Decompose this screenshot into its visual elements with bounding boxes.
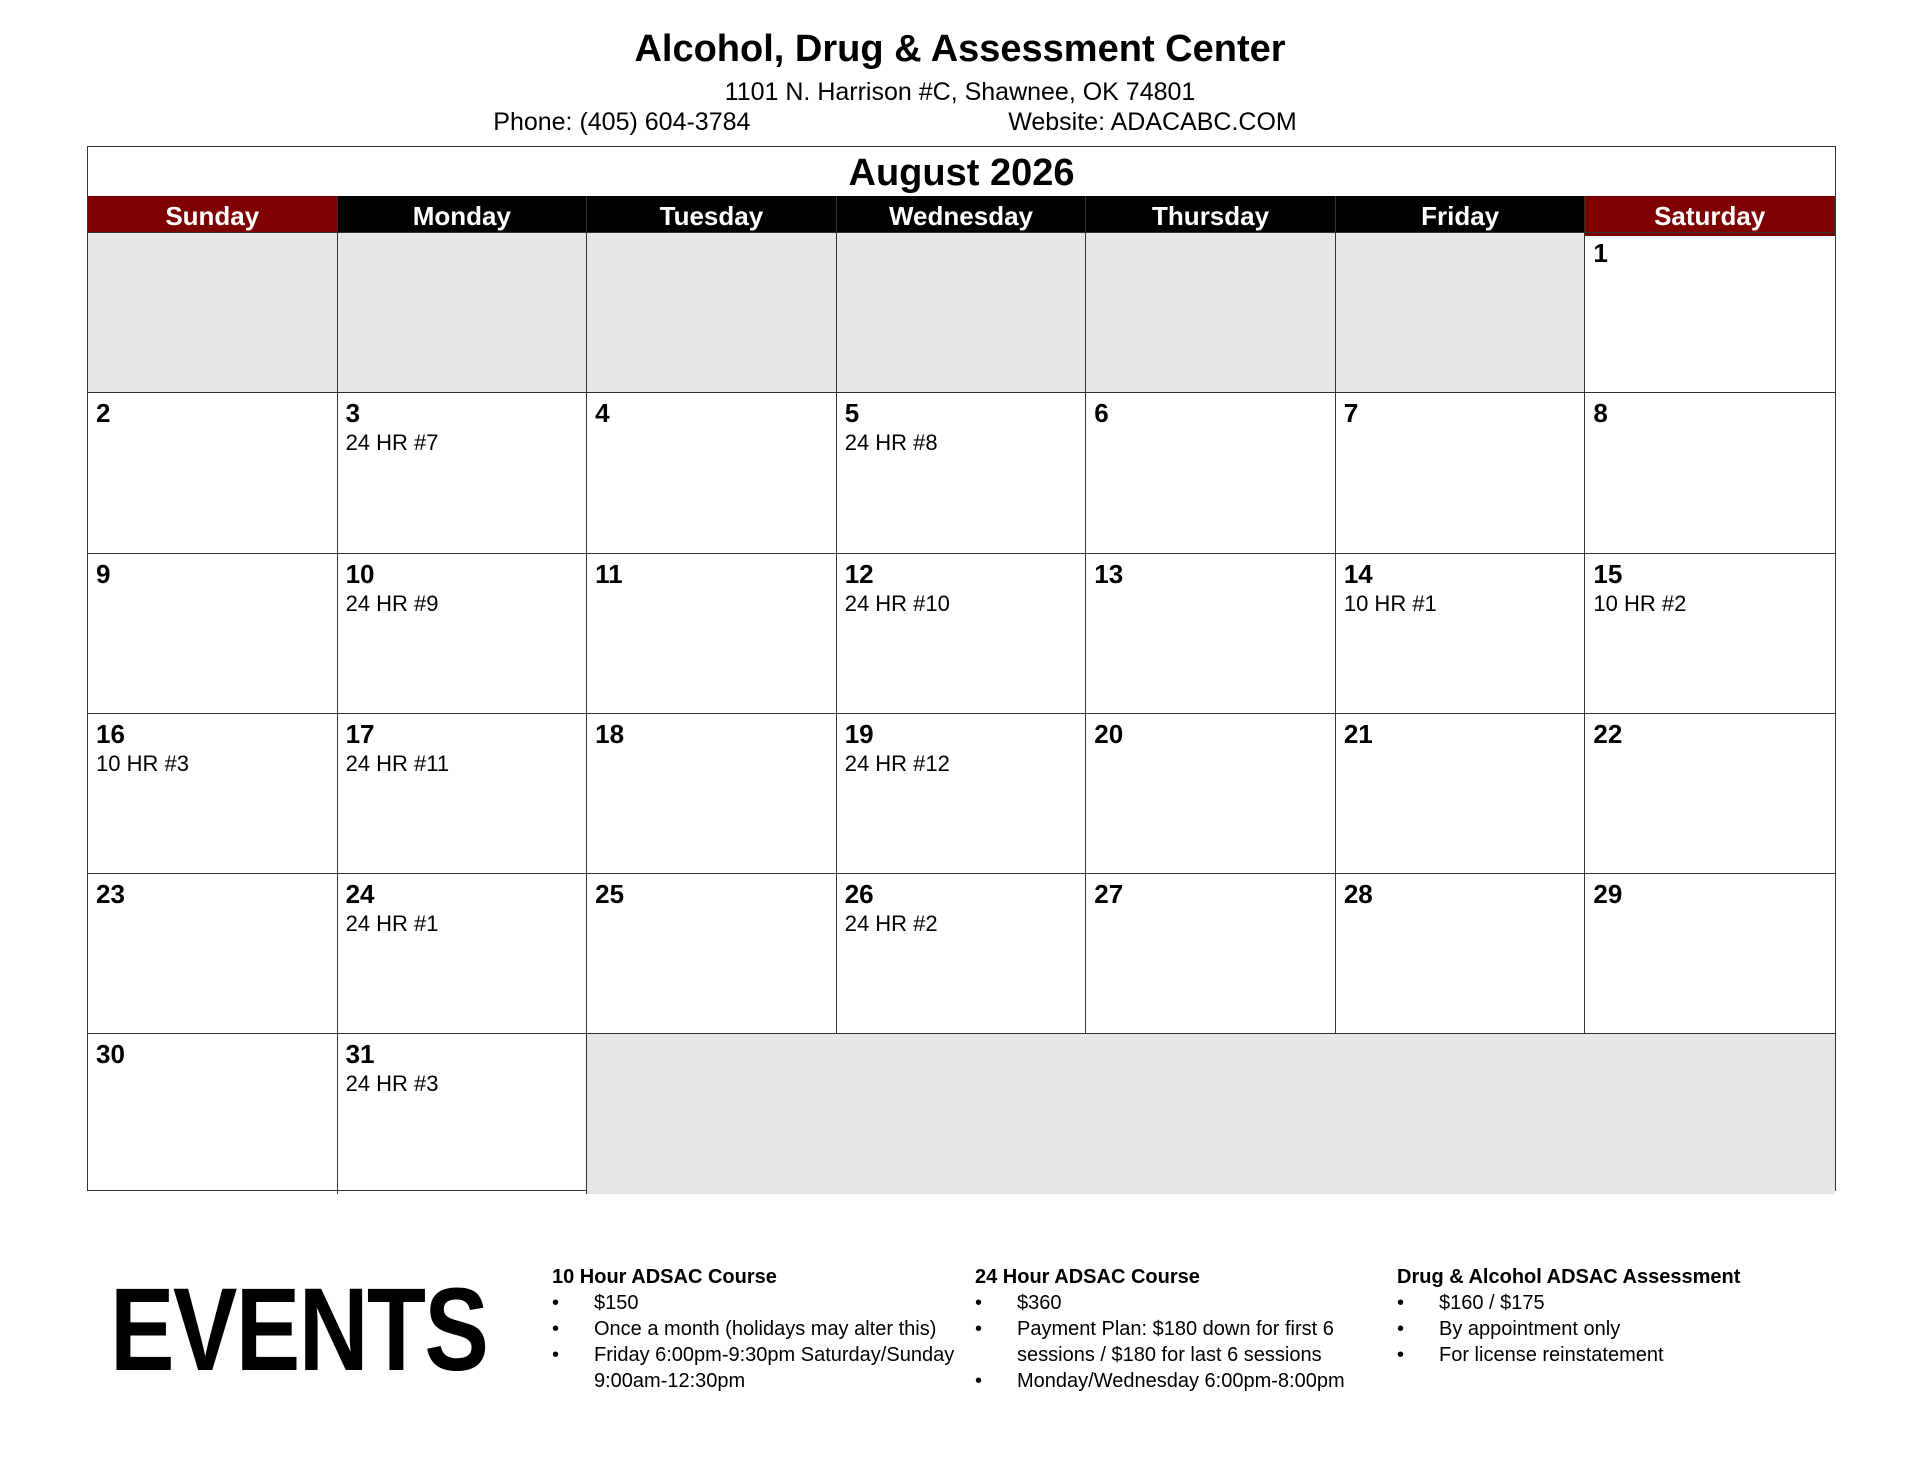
day-number: 19: [844, 718, 874, 749]
blank-cell: [837, 232, 1087, 392]
contact-line: [0, 108, 1920, 137]
day-number: 4: [595, 398, 610, 429]
day-number: 18: [595, 718, 625, 749]
day-event: 24 HR #3: [345, 1071, 439, 1097]
weekday-monday: Monday: [338, 196, 588, 236]
day-number: 11: [595, 558, 623, 589]
day-event: 10 HR #3: [96, 750, 189, 776]
blank-cell: [587, 232, 837, 392]
day-number: 3: [345, 398, 361, 429]
day-number: 6: [1094, 398, 1109, 429]
event-detail-item: • $360: [975, 1290, 1375, 1316]
weekday-header-row: [88, 196, 1835, 232]
weekday-tuesday: Tuesday: [587, 196, 837, 236]
day-cell: [1336, 553, 1586, 713]
day-number: 5: [844, 398, 860, 429]
day-cell: [1585, 713, 1835, 873]
day-event: 24 HR #12: [844, 750, 950, 776]
day-number: 28: [1343, 879, 1373, 910]
day-event: 24 HR #10: [844, 590, 950, 616]
month-title: August 2026: [848, 152, 1075, 194]
day-number: 12: [844, 558, 874, 589]
event-details-list: [552, 1290, 962, 1394]
day-event: 24 HR #9: [345, 590, 439, 616]
day-number: 21: [1343, 718, 1373, 749]
day-cell: [837, 713, 1087, 873]
day-cell: [1336, 713, 1586, 873]
blank-cell: [338, 232, 588, 392]
day-cell: [338, 1033, 588, 1193]
day-number: 25: [595, 879, 625, 910]
event-detail-item: • Once a month (holidays may alter this): [552, 1316, 962, 1342]
day-cell: [1086, 873, 1336, 1033]
weekday-thursday: Thursday: [1086, 196, 1336, 236]
day-cell: [1336, 392, 1586, 552]
blank-cell: [1086, 232, 1336, 392]
event-column-assessment: [1397, 1264, 1817, 1368]
day-cell: [88, 1033, 338, 1193]
weekday-wednesday: Wednesday: [837, 196, 1087, 236]
day-number: 30: [96, 1039, 125, 1070]
day-cell: [338, 713, 588, 873]
day-number: 7: [1343, 398, 1359, 429]
day-number: 13: [1094, 558, 1124, 589]
blank-cell: [88, 232, 338, 392]
event-detail-item: • By appointment only: [1397, 1316, 1817, 1342]
day-cell: [338, 553, 588, 713]
day-number: 20: [1094, 718, 1124, 749]
day-cell: [1086, 392, 1336, 552]
day-event: 24 HR #11: [345, 750, 450, 776]
day-number: 2: [96, 398, 111, 429]
weekday-friday: Friday: [1336, 196, 1586, 236]
day-number: 1: [1593, 238, 1608, 268]
event-detail-item: • $150: [552, 1290, 962, 1316]
day-cell: [88, 553, 338, 713]
day-number: 23: [96, 879, 125, 910]
day-cell: [1585, 392, 1835, 552]
day-event: 24 HR #1: [345, 911, 439, 937]
event-heading: 10 Hour ADSAC Course: [552, 1266, 777, 1288]
event-detail-item: • For license reinstatement: [1397, 1342, 1817, 1368]
day-cell: [1336, 873, 1586, 1033]
blank-cell: [587, 1033, 1835, 1193]
event-detail-item: • Monday/Wednesday 6:00pm-8:00pm: [975, 1368, 1375, 1394]
event-column-10hr: [552, 1264, 962, 1394]
day-cell: [587, 873, 837, 1033]
day-event: 24 HR #8: [844, 430, 938, 456]
day-cell: [1585, 232, 1835, 392]
event-heading: Drug & Alcohol ADSAC Assessment: [1397, 1266, 1741, 1288]
day-cell: [837, 392, 1087, 552]
day-number: 16: [96, 718, 125, 749]
day-cell: [1585, 873, 1835, 1033]
event-detail-item: • Friday 6:00pm-9:30pm Saturday/Sunday 9:00am-12:30pm: [552, 1342, 962, 1394]
blank-cell: [1336, 232, 1586, 392]
day-cell: [88, 713, 338, 873]
organization-name: Alcohol, Drug & Assessment Center: [634, 28, 1286, 70]
event-detail-item: • Payment Plan: $180 down for first 6 sessions / $180 for last 6 sessions: [975, 1316, 1375, 1368]
weekday-saturday: Saturday: [1585, 196, 1835, 236]
weekday-sunday: Sunday: [88, 196, 338, 236]
day-number: 29: [1593, 879, 1623, 910]
day-event: 24 HR #2: [844, 911, 938, 937]
day-event: 10 HR #2: [1593, 590, 1687, 616]
day-number: 24: [345, 879, 375, 910]
day-number: 15: [1593, 558, 1623, 589]
day-event: 10 HR #1: [1343, 590, 1437, 616]
day-number: 31: [345, 1039, 375, 1070]
day-number: 9: [96, 558, 111, 589]
day-cell: [1585, 553, 1835, 713]
day-event: 24 HR #7: [345, 430, 439, 456]
day-number: 22: [1593, 718, 1623, 749]
day-cell: [587, 713, 837, 873]
phone: Phone: (405) 604-3784: [493, 108, 751, 136]
day-number: 8: [1593, 398, 1608, 429]
day-cell: [587, 392, 837, 552]
website: Website: ADACABC.COM: [1008, 108, 1297, 136]
day-cell: [338, 873, 588, 1033]
calendar: [87, 146, 1836, 1191]
event-heading: 24 Hour ADSAC Course: [975, 1266, 1200, 1288]
day-cell: [837, 553, 1087, 713]
address: 1101 N. Harrison #C, Shawnee, OK 74801: [724, 78, 1196, 106]
calendar-grid: [88, 232, 1835, 1194]
day-number: 17: [345, 718, 375, 749]
day-number: 27: [1094, 879, 1124, 910]
events-title: EVENTS: [110, 1264, 488, 1396]
day-cell: [837, 873, 1087, 1033]
event-details-list: [1397, 1290, 1817, 1368]
day-cell: [1086, 713, 1336, 873]
event-details-list: [975, 1290, 1375, 1394]
day-cell: [587, 553, 837, 713]
day-number: 14: [1343, 558, 1373, 589]
day-number: 26: [844, 879, 874, 910]
day-number: 10: [345, 558, 375, 589]
day-cell: [88, 392, 338, 552]
day-cell: [88, 873, 338, 1033]
event-column-24hr: [975, 1264, 1375, 1394]
event-detail-item: • $160 / $175: [1397, 1290, 1817, 1316]
day-cell: [1086, 553, 1336, 713]
day-cell: [338, 392, 588, 552]
